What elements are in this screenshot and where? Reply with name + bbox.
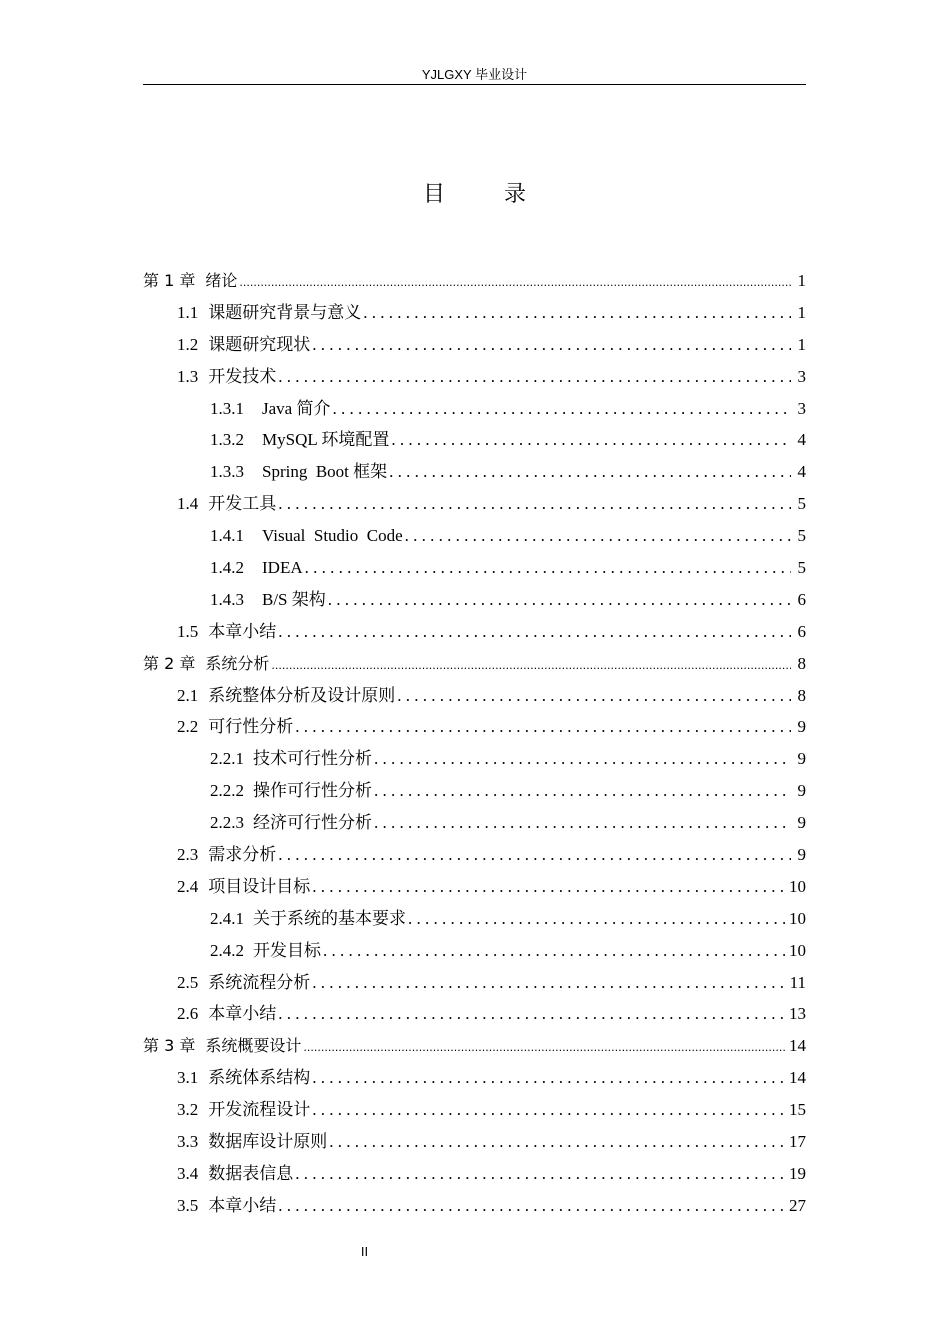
toc-entry-number: 1.4.2: [210, 558, 244, 578]
toc-entry-title: 经济可行性分析: [253, 813, 372, 833]
toc-entry[interactable]: [143, 1030, 806, 1062]
toc-entry-title: 项目设计目标: [208, 876, 311, 896]
toc-entry[interactable]: [143, 584, 806, 616]
toc-entry-page: 6: [797, 589, 806, 609]
toc-entry-number: 第 1 章: [143, 271, 196, 290]
toc-entry[interactable]: [143, 648, 806, 680]
toc-entry-page: 9: [797, 813, 806, 833]
dot-leader: [303, 1032, 786, 1064]
toc-entry[interactable]: [143, 329, 806, 361]
dot-leader: [374, 807, 791, 839]
toc-entry-page: 19: [789, 1163, 806, 1183]
toc-entry[interactable]: [143, 903, 806, 935]
toc-title: 目 录: [423, 182, 552, 207]
dot-leader: [408, 903, 786, 935]
toc-entry[interactable]: [143, 488, 806, 520]
toc-entry-page: 10: [789, 876, 806, 896]
toc-entry[interactable]: [143, 711, 806, 743]
toc-entry-title: Spring Boot 框架: [262, 462, 388, 482]
dot-leader: [312, 329, 791, 361]
dot-leader: [271, 650, 791, 682]
toc-entry-title: 本章小结: [208, 1195, 277, 1215]
toc-entry-page: 4: [797, 462, 806, 482]
toc-entry-title: Java 简介: [262, 398, 331, 418]
toc-entry-title: 绪论: [205, 271, 238, 290]
page-number: II: [360, 1244, 369, 1259]
toc-entry-title: 本章小结: [208, 1004, 277, 1024]
dot-leader: [391, 424, 791, 456]
header-rule: [143, 84, 806, 85]
toc-entry-number: 第 2 章: [143, 653, 196, 673]
dot-leader: [295, 711, 791, 743]
page-header: YJLGXY 毕业设计: [421, 67, 528, 82]
toc-entry-number: 1.1: [177, 302, 199, 322]
toc-entry-page: 5: [797, 494, 806, 514]
toc-entry[interactable]: [143, 297, 806, 329]
toc-entry-number: 1.2: [177, 334, 199, 354]
toc-entry[interactable]: [143, 998, 806, 1030]
toc-entry-page: 14: [789, 1068, 806, 1088]
toc-entry[interactable]: [143, 807, 806, 839]
toc-entry-page: 1: [797, 302, 806, 322]
toc-entry-number: 3.2: [177, 1100, 199, 1120]
toc-entry-number: 1.3.3: [210, 462, 244, 482]
dot-leader: [278, 616, 791, 648]
toc-entry-title: 课题研究背景与意义: [208, 302, 362, 322]
toc-entry-number: 2.2.2: [210, 781, 244, 801]
dot-leader: [329, 1126, 786, 1158]
dot-leader: [397, 680, 791, 712]
toc-entry[interactable]: [143, 775, 806, 807]
toc-entry-title: 关于系统的基本要求: [253, 908, 406, 928]
toc-entry-number: 2.1: [177, 685, 199, 705]
toc-entry-number: 2.4.1: [210, 908, 244, 928]
toc-entry-page: 15: [789, 1100, 806, 1120]
toc-entry-number: 3.1: [177, 1068, 199, 1088]
toc-entry-number: 2.4: [177, 876, 199, 896]
toc-entry-number: 2.6: [177, 1004, 199, 1024]
dot-leader: [312, 1062, 786, 1094]
toc-entry-title: 开发流程设计: [208, 1100, 311, 1120]
dot-leader: [278, 998, 786, 1030]
toc-entry-page: 10: [789, 908, 806, 928]
toc-entry[interactable]: [143, 935, 806, 967]
toc-entry-title: 系统体系结构: [208, 1068, 311, 1088]
toc-entry-title: 本章小结: [208, 621, 277, 641]
dot-leader: [278, 839, 791, 871]
toc-entry-number: 2.4.2: [210, 940, 244, 960]
toc-entry-page: 1: [797, 334, 806, 354]
toc-entry-number: 1.3.2: [210, 430, 244, 450]
toc-entry-page: 9: [797, 845, 806, 865]
toc-entry-title: B/S 架构: [262, 589, 326, 609]
toc-entry[interactable]: [143, 1190, 806, 1222]
toc-entry-page: 3: [797, 366, 806, 386]
toc-entry-number: 1.5: [177, 621, 199, 641]
toc-entry-number: 3.3: [177, 1132, 199, 1152]
dot-leader: [278, 361, 791, 393]
toc-entry[interactable]: [143, 520, 806, 552]
toc-entry-title: IDEA: [262, 558, 303, 578]
dot-leader: [374, 775, 791, 807]
toc-entry[interactable]: [143, 265, 806, 297]
toc-entry-title: 开发工具: [208, 494, 277, 514]
dot-leader: [305, 552, 791, 584]
toc-entry-page: 6: [797, 621, 806, 641]
toc-entry[interactable]: [143, 361, 806, 393]
toc-entry-title: 系统概要设计: [205, 1036, 302, 1056]
toc-entry[interactable]: [143, 743, 806, 775]
dot-leader: [239, 267, 791, 299]
toc-entry[interactable]: [143, 967, 806, 999]
toc-entry[interactable]: [143, 424, 806, 456]
dot-leader: [363, 297, 791, 329]
toc-entry-page: 9: [797, 781, 806, 801]
toc-entry-number: 1.3.1: [210, 398, 244, 418]
toc-entry-page: 5: [797, 558, 806, 578]
toc-entry-title: 技术可行性分析: [253, 749, 372, 769]
toc-entry-title: 需求分析: [208, 845, 277, 865]
toc-entry-title: 数据库设计原则: [208, 1132, 328, 1152]
toc-entry-page: 1: [797, 271, 806, 290]
toc-entry-title: 系统整体分析及设计原则: [208, 685, 396, 705]
toc-entry-number: 1.4.3: [210, 589, 244, 609]
toc-entry[interactable]: [143, 1062, 806, 1094]
toc-entry[interactable]: [143, 1158, 806, 1190]
toc-entry-page: 27: [789, 1195, 806, 1215]
toc-entry-title: 可行性分析: [208, 717, 294, 737]
dot-leader: [332, 393, 791, 425]
dot-leader: [405, 520, 791, 552]
dot-leader: [278, 1190, 786, 1222]
dot-leader: [374, 743, 791, 775]
dot-leader: [328, 584, 791, 616]
dot-leader: [389, 456, 791, 488]
toc-entry-number: 3.5: [177, 1195, 199, 1215]
toc-entry-number: 3.4: [177, 1163, 199, 1183]
toc-entry[interactable]: [143, 552, 806, 584]
toc-entry-page: 9: [797, 749, 806, 769]
toc-entry-title: 系统分析: [205, 653, 270, 673]
dot-leader: [312, 871, 786, 903]
toc-entry[interactable]: [143, 839, 806, 871]
toc-entry-number: 2.3: [177, 845, 199, 865]
dot-leader: [323, 935, 786, 967]
toc-entry-number: 1.3: [177, 366, 199, 386]
toc-entry[interactable]: [143, 393, 806, 425]
toc-entry-number: 2.2: [177, 717, 199, 737]
dot-leader: [278, 488, 791, 520]
dot-leader: [295, 1158, 786, 1190]
toc-entry-page: 14: [789, 1036, 806, 1056]
toc-entry-page: 17: [789, 1132, 806, 1152]
toc-entry-page: 3: [797, 398, 806, 418]
toc-entry[interactable]: [143, 1094, 806, 1126]
toc-entry-title: 开发技术: [208, 366, 277, 386]
toc-entry-page: 13: [789, 1004, 806, 1024]
table-of-contents: [143, 265, 806, 1222]
toc-entry[interactable]: [143, 456, 806, 488]
toc-entry-title: Visual Studio Code: [262, 526, 403, 546]
toc-entry-number: 1.4.1: [210, 526, 244, 546]
toc-entry-page: 4: [797, 430, 806, 450]
toc-entry-page: 9: [797, 717, 806, 737]
toc-entry-title: MySQL 环境配置: [262, 430, 390, 450]
toc-entry[interactable]: [143, 871, 806, 903]
toc-entry-title: 开发目标: [253, 940, 321, 960]
toc-entry[interactable]: [143, 616, 806, 648]
toc-entry[interactable]: [143, 1126, 806, 1158]
dot-leader: [312, 967, 786, 999]
toc-entry-number: 第 3 章: [143, 1036, 196, 1056]
toc-entry-number: 2.2.1: [210, 749, 244, 769]
toc-entry-title: 系统流程分析: [208, 972, 311, 992]
toc-entry-page: 8: [797, 653, 806, 673]
toc-entry-title: 数据表信息: [208, 1163, 294, 1183]
toc-entry-page: 11: [789, 972, 806, 992]
toc-entry-page: 5: [797, 526, 806, 546]
toc-entry-page: 10: [789, 940, 806, 960]
toc-entry-number: 1.4: [177, 494, 199, 514]
toc-entry-number: 2.2.3: [210, 813, 244, 833]
toc-entry-title: 操作可行性分析: [253, 781, 372, 801]
toc-entry[interactable]: [143, 680, 806, 712]
toc-entry-page: 8: [797, 685, 806, 705]
toc-entry-title: 课题研究现状: [208, 334, 311, 354]
dot-leader: [312, 1094, 786, 1126]
toc-entry-number: 2.5: [177, 972, 199, 992]
